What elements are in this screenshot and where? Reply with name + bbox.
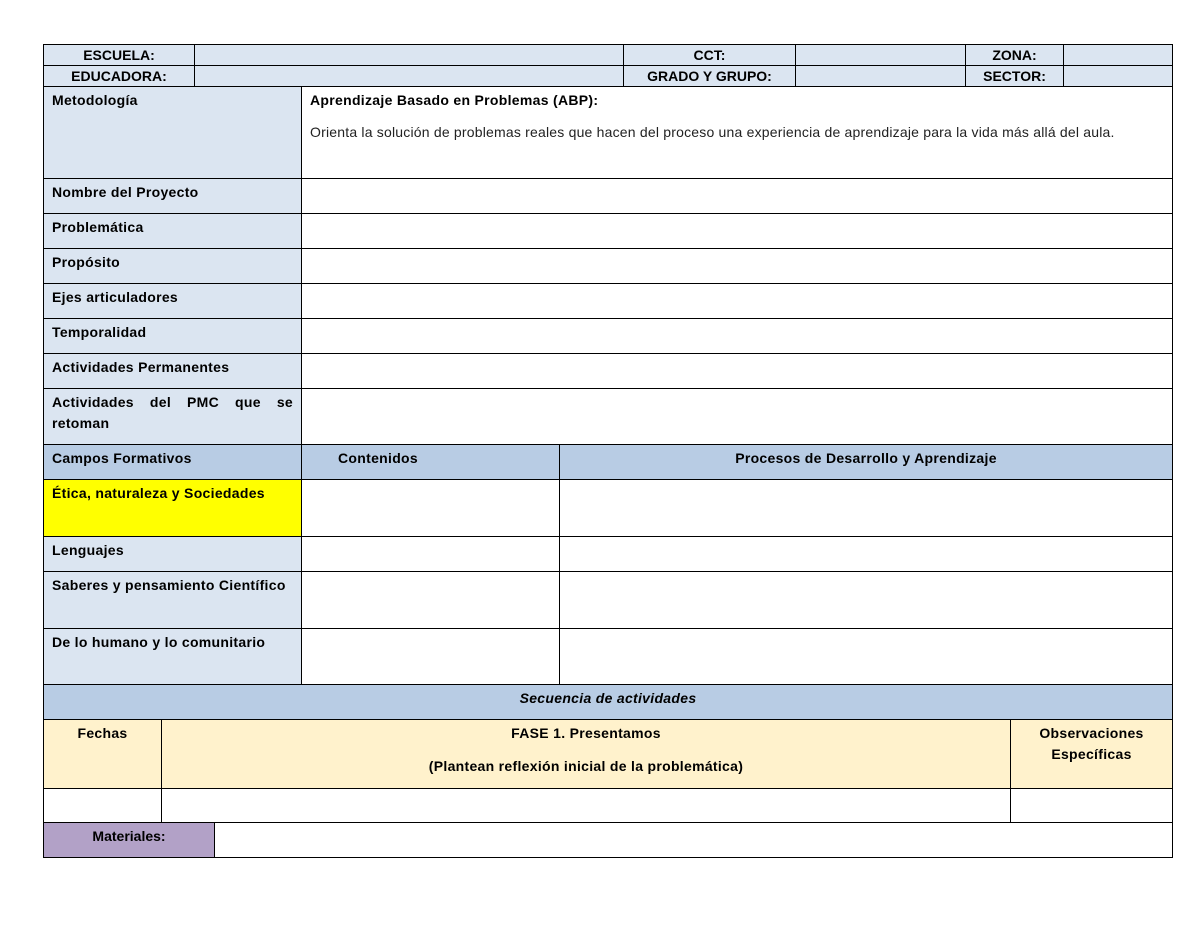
sector-field[interactable] <box>1064 66 1173 87</box>
metodologia-description: Orienta la solución de problemas reales que hacen del proceso una experiencia de aprendizaje para la vida más allá del aula. <box>310 124 1115 140</box>
procesos-humano-field[interactable] <box>560 629 1173 686</box>
row-label-ejes: Ejes articuladores <box>44 284 302 319</box>
procesos-header: Procesos de Desarrollo y Aprendizaje <box>560 445 1173 480</box>
educadora-field[interactable] <box>195 66 624 87</box>
procesos-lenguajes-field[interactable] <box>560 537 1173 572</box>
proposito-field[interactable] <box>302 249 1173 284</box>
materiales-label: Materiales: <box>44 823 215 858</box>
educadora-label: EDUCADORA: <box>44 66 195 87</box>
fechas-field[interactable] <box>44 789 162 824</box>
row-label-actividades-permanentes: Actividades Permanentes <box>44 354 302 389</box>
secuencia-title: Secuencia de actividades <box>44 685 1173 720</box>
materiales-field[interactable] <box>215 823 1173 858</box>
contenidos-lenguajes-field[interactable] <box>302 537 560 572</box>
materiales-table <box>43 822 1172 858</box>
campo-humano-comunitario: De lo humano y lo comunitario <box>44 629 302 686</box>
row-label-actividades-pmc: Actividades del PMC que se retoman <box>44 389 302 445</box>
row-label-proposito: Propósito <box>44 249 302 284</box>
campos-formativos-header: Campos Formativos <box>44 445 302 480</box>
actividades-permanentes-field[interactable] <box>302 354 1173 389</box>
escuela-label: ESCUELA: <box>44 45 195 66</box>
observaciones-field[interactable] <box>1011 789 1173 824</box>
problematica-field[interactable] <box>302 214 1173 249</box>
fase-header <box>162 720 1011 789</box>
row-label-temporalidad: Temporalidad <box>44 319 302 354</box>
campo-etica: Ética, naturaleza y Sociedades <box>44 480 302 537</box>
fase-field[interactable] <box>162 789 1011 824</box>
grado-grupo-field[interactable] <box>796 66 966 87</box>
ejes-field[interactable] <box>302 284 1173 319</box>
metodologia-title: Aprendizaje Basado en Problemas (ABP): <box>310 92 599 108</box>
contenidos-humano-field[interactable] <box>302 629 560 686</box>
cct-field[interactable] <box>796 45 966 66</box>
nombre-proyecto-field[interactable] <box>302 179 1173 214</box>
metodologia-label: Metodología <box>44 87 302 179</box>
campo-saberes: Saberes y pensamiento Científico <box>44 572 302 629</box>
metodologia-cell <box>302 87 1173 179</box>
zona-label: ZONA: <box>966 45 1064 66</box>
cct-label: CCT: <box>624 45 796 66</box>
header-block <box>43 44 1172 87</box>
actividades-pmc-field[interactable] <box>302 389 1173 445</box>
campo-lenguajes: Lenguajes <box>44 537 302 572</box>
secuencia-table <box>43 684 1172 824</box>
zona-field[interactable] <box>1064 45 1173 66</box>
fase-subtitle: (Plantean reflexión inicial de la problemática) <box>428 758 744 774</box>
temporalidad-field[interactable] <box>302 319 1173 354</box>
procesos-etica-field[interactable] <box>560 480 1173 537</box>
sector-label: SECTOR: <box>966 66 1064 87</box>
escuela-field[interactable] <box>195 45 624 66</box>
contenidos-header: Contenidos <box>302 445 560 480</box>
fechas-header: Fechas <box>44 720 162 789</box>
grado-grupo-label: GRADO Y GRUPO: <box>624 66 796 87</box>
contenidos-saberes-field[interactable] <box>302 572 560 629</box>
fase-title: FASE 1. Presentamos <box>511 725 661 741</box>
row-label-nombre-proyecto: Nombre del Proyecto <box>44 179 302 214</box>
project-table <box>43 86 1172 686</box>
procesos-saberes-field[interactable] <box>560 572 1173 629</box>
row-label-problematica: Problemática <box>44 214 302 249</box>
observaciones-header: Observaciones Específicas <box>1011 720 1173 789</box>
contenidos-etica-field[interactable] <box>302 480 560 537</box>
